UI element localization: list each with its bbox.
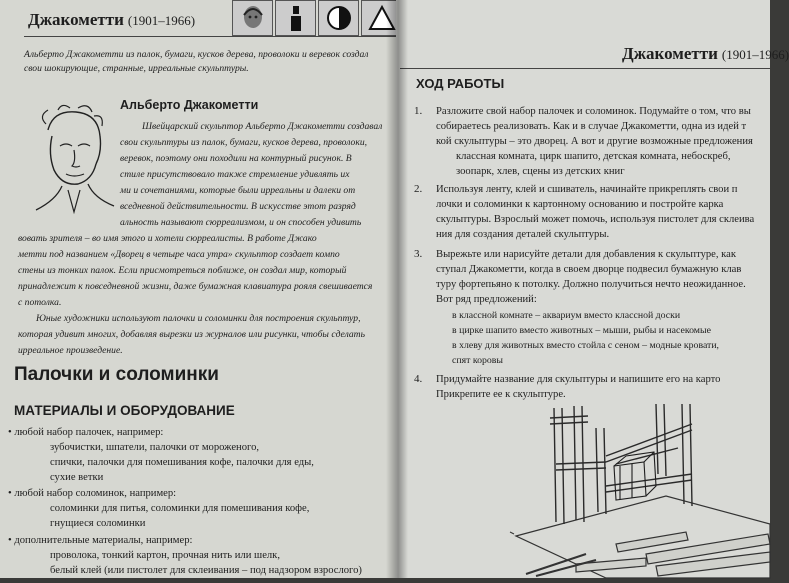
step-line: классная комната, цирк шапито, детская комната, небоскреб,	[456, 151, 731, 162]
left-page	[0, 0, 396, 578]
materials-item: • любой набор соломинок, например:	[8, 488, 177, 499]
materials-subitem: сухие ветки	[50, 472, 104, 483]
step-number: 4.	[414, 373, 423, 385]
materials-subitem: соломинки для питья, соломинки для помешивания кофе,	[50, 503, 310, 514]
step-line: в цирке шапито вместо животных – мыши, рыбы и насекомые	[452, 325, 711, 336]
step-line: скульптуры. Взрослый может помочь, используя пистолет для склеива	[436, 214, 755, 225]
bio-line: стиле присутствовало также стремление удивлять их	[120, 169, 350, 180]
left-header-rule	[24, 36, 396, 37]
left-header	[28, 10, 195, 30]
left-header-years: (1901–1966)	[127, 13, 196, 28]
step-line: спят коровы	[452, 355, 503, 366]
bio-name: Альберто Джакометти	[120, 98, 259, 112]
right-page	[396, 0, 789, 578]
step-line: Разложите свой набор палочек и соломинок. Подумайте о том, что вы	[436, 106, 751, 117]
portrait-icon	[232, 0, 273, 36]
intro-line-1: Альберто Джакометти из палок, бумаги, кусков дерева, проволоки и веревок создал	[24, 49, 369, 60]
bio-line: Швейцарский скульптор Альберто Джакометти создавал	[142, 121, 383, 132]
bio-line: ми и сочетаниями, которые были ирреальны и далеки от	[120, 185, 356, 196]
materials-subitem: спички, палочки для помешивания кофе, палочки для еды,	[50, 457, 314, 468]
step-number: 2.	[414, 183, 423, 195]
figure-icon	[275, 0, 316, 36]
step-line: ния для создания деталей скульптуры.	[436, 229, 610, 240]
step-line: кой скульптуры – это дворец. А вот и другие возможные предложения	[436, 136, 753, 147]
materials-subitem: зубочистки, шпатели, палочки от мороженого,	[50, 442, 260, 453]
section-title: Палочки и соломинки	[14, 364, 219, 385]
book-gutter-shadow	[386, 0, 408, 578]
bio-para2-line: Юные художники используют палочки и соломинки для построения скульптур,	[36, 313, 361, 324]
step-line: Придумайте название для скульптуры и напишите его на карто	[436, 374, 721, 385]
stick-sculpture-illustration	[496, 404, 770, 578]
materials-item: • дополнительные материалы, например:	[8, 535, 193, 546]
right-header-rule	[400, 68, 770, 69]
step-line: в хлеву для животных вместо стойла с сеном – модные кровати,	[452, 340, 720, 351]
header-icon-strip	[232, 0, 402, 34]
step-number: 1.	[414, 105, 423, 117]
intro-line-2: свои шокирующие, странные, ирреальные скульптуры.	[24, 63, 249, 74]
bio-line: стены из тонких палок. Если присмотреться поближе, он создал мир, который	[18, 265, 347, 276]
step-line: ступал Джакометти, когда в своем дворце подвесил бумажную клав	[436, 264, 742, 275]
step-line: Используя ленту, клей и сшиватель, начинайте прикреплять свои п	[436, 184, 738, 195]
giacometti-portrait-sketch	[18, 102, 118, 214]
bio-line: свои скульптуры из палок, бумаги, кусков дерева, проволоки,	[120, 137, 368, 148]
step-line: Вот ряд предложений:	[436, 294, 537, 305]
bio-para2-line: ирреальное произведение.	[18, 345, 123, 356]
step-line: зоопарк, хлев, сцены из детских книг	[456, 166, 625, 177]
step-line: Вырежьте или нарисуйте детали для добавления к скульптуре, как	[436, 249, 736, 260]
bio-line: веревок, поэтому они походили на контурный рисунок. В	[120, 153, 352, 164]
materials-title: МАТЕРИАЛЫ И ОБОРУДОВАНИЕ	[14, 403, 235, 418]
right-header-title: Джакометти	[622, 44, 718, 63]
bio-line: принадлежит к повседневной жизни, даже бумажная клавиатура рояля свешивается	[18, 281, 373, 292]
work-title: ХОД РАБОТЫ	[416, 76, 505, 91]
materials-subitem: белый клей (или пистолет для склеивания – под надзором взрослого)	[50, 565, 362, 576]
step-number: 3.	[414, 248, 423, 260]
materials-item: • любой набор палочек, например:	[8, 427, 164, 438]
bio-line: с потолка.	[18, 297, 62, 308]
left-header-title: Джакометти	[28, 10, 124, 29]
step-line: собираетесь реализовать. Как и в случае Джакометти, одна из идей т	[436, 121, 747, 132]
step-line: Прикрепите ее к скульптуре.	[436, 389, 566, 400]
bio-line: альность называют сюрреализмом, и он способен удивить	[120, 217, 362, 228]
step-line: лочки и соломинки к картонному основанию и постройте карка	[436, 199, 724, 210]
bio-para2-line: которая удивит многих, добавляя вырезки из журналов или рисунки, чтобы сделать	[18, 329, 365, 340]
bio-line: вовать зрителя – во имя этого и хотели сюрреалисты. В работе Джако	[18, 233, 317, 244]
right-header	[622, 44, 789, 64]
step-line: в классной комнате – аквариум вместо классной доски	[452, 310, 681, 321]
bio-line: метти под названием «Дворец в четыре часа утра» скульптор создает компо	[18, 249, 340, 260]
right-header-years: (1901–1966)	[721, 47, 789, 62]
contrast-circle-icon	[318, 0, 359, 36]
bio-line: вседневной действительности. В искусстве этот разряд	[120, 201, 356, 212]
materials-subitem: проволока, тонкий картон, прочная нить или шелк,	[50, 550, 280, 561]
step-line: туру фортепьяно к потолку. Должно получиться нечто неожиданное.	[436, 279, 746, 290]
materials-subitem: гнущиеся соломинки	[50, 518, 146, 529]
